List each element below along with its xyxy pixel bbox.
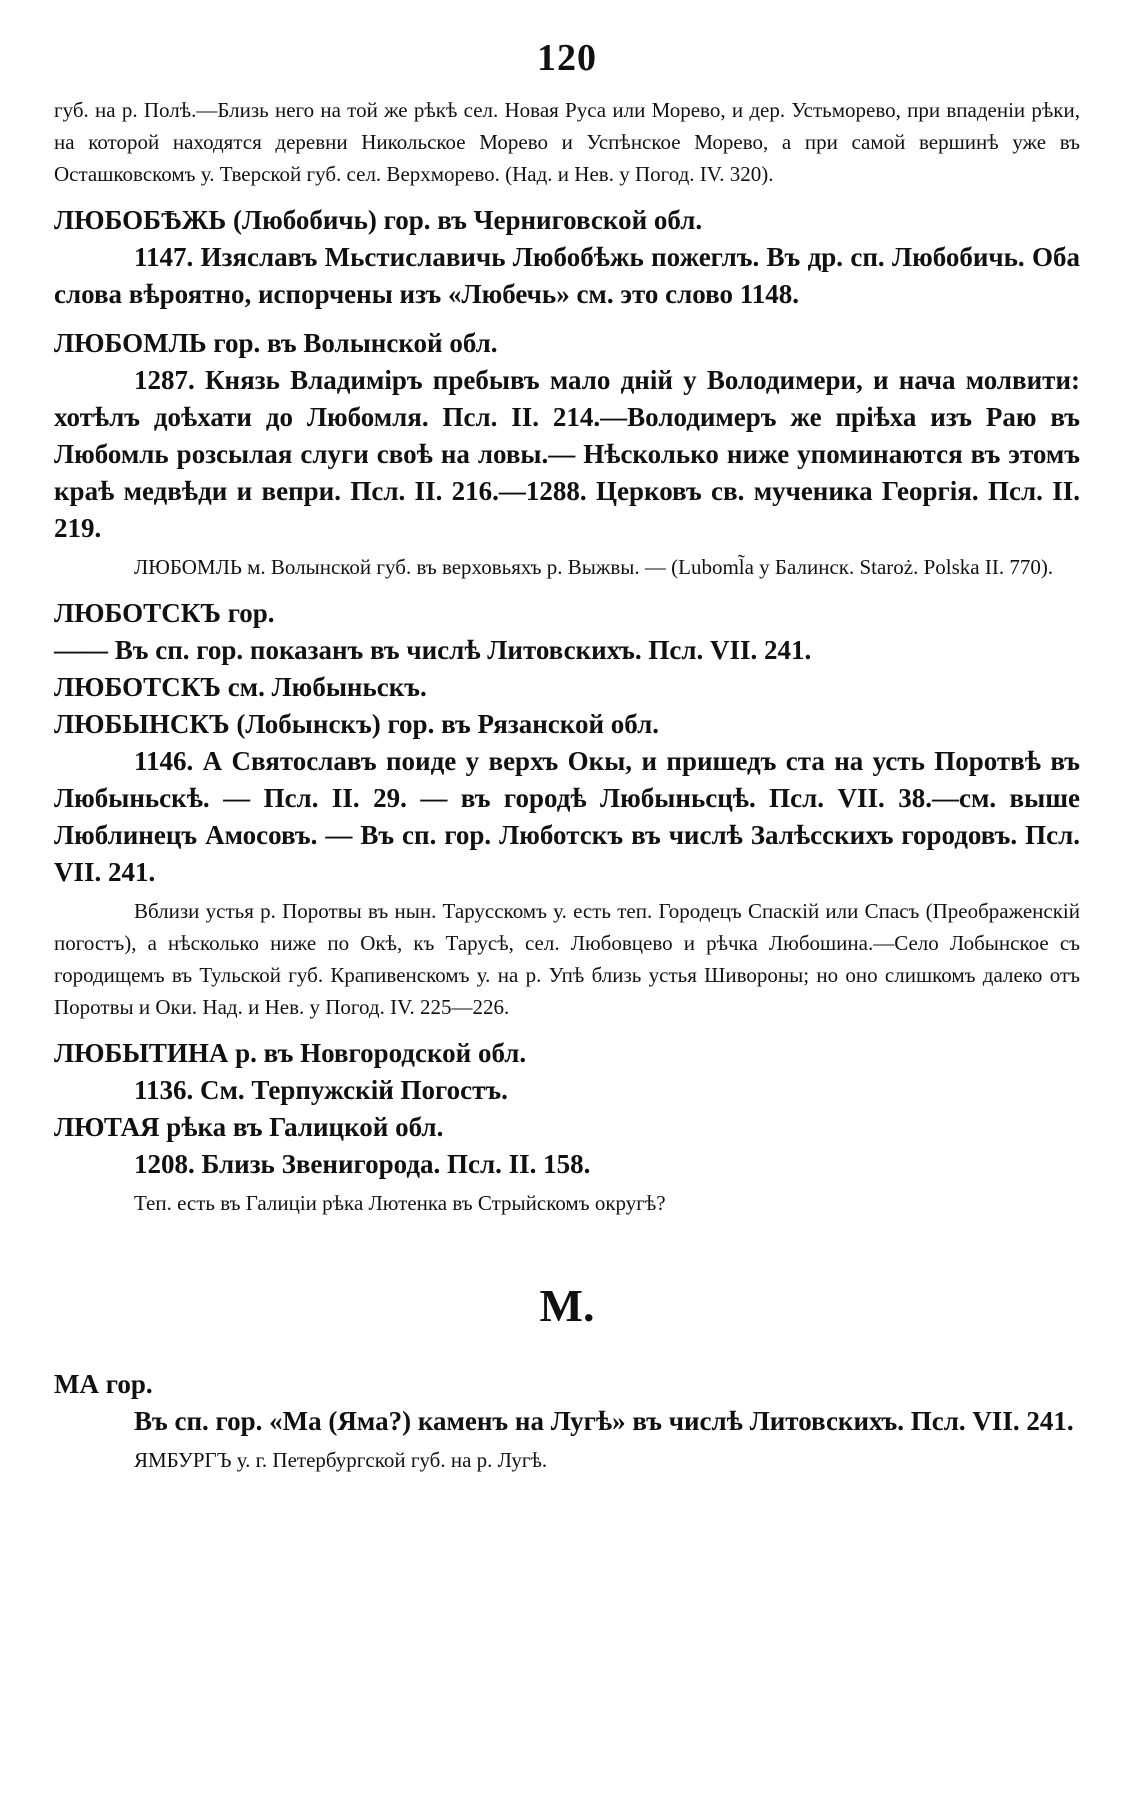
entry-heading <box>54 202 1080 239</box>
entry <box>54 325 1080 583</box>
headword: ЛЮБОТСКЪ <box>54 598 221 628</box>
document-page <box>54 36 1080 1476</box>
intro-paragraph: губ. на р. Полѣ.—Близь него на той же рѣкѣ сел. Новая Руса или Морево, и дер. Устьморево, при впаденіи рѣки, на которой находятся деревни Никольское Морево и Успѣнское Морево, а при самой вершинѣ уже въ Осташковскомъ у. Тверской губ. сел. Верхморево. (Над. и Нев. у Погод. IV. 320). <box>54 98 1080 186</box>
entry-note: ЛЮБОМЛЬ м. Волынской губ. въ верховьяхъ р. Выжвы. — (Luboml̃a у Балинск. Staroż. Polska II. 770). <box>134 555 1054 579</box>
page-number: 120 <box>537 37 597 79</box>
headword-description: рѣка въ Галицкой обл. <box>166 1112 444 1142</box>
headword-description: гор. <box>105 1369 153 1399</box>
headword: ЛЮБОБѢЖЬ <box>54 205 227 235</box>
headword: ЛЮБОМЛЬ <box>54 328 207 358</box>
entry-body: 1146. А Святославъ поиде у верхъ Окы, и пришедъ ста на усть Поротвѣ въ Любыньскѣ. — Псл. II. 29. — въ городѣ Любыньсцѣ. Псл. VII. 38.—см. выше Люблинецъ Амосовъ. — Въ сп. гор. Люботскъ въ числѣ Залѣсскихъ городовъ. Псл. VII. 241. <box>54 746 1080 887</box>
entry <box>54 595 1080 669</box>
headword-description: гор. въ Волынской обл. <box>213 328 498 358</box>
entry <box>54 669 1080 706</box>
entry-heading <box>54 325 1080 362</box>
entry <box>54 1109 1080 1219</box>
headword-description: (Лобынскъ) гор. въ Рязанской обл. <box>236 709 660 739</box>
entry-heading <box>54 1109 1080 1146</box>
entry-body: —— Въ сп. гор. показанъ въ числѣ Литовскихъ. Псл. VII. 241. <box>54 635 812 665</box>
entry-heading <box>54 706 1080 743</box>
headword-description: (Любобичь) гор. въ Черниговской обл. <box>232 205 703 235</box>
entry-body: 1136. См. Терпужскій Погостъ. <box>134 1075 508 1105</box>
headword: МА <box>54 1369 99 1399</box>
entry-body: 1147. Изяславъ Мьстиславичь Любобѣжь пожеглъ. Въ др. сп. Любобичь. Оба слова вѣроятно, испорчены изъ «Любечь» см. это слово 1148. <box>54 242 1080 309</box>
entry-heading <box>54 669 1080 706</box>
entry <box>54 706 1080 1023</box>
entry-body: 1208. Близь Звенигорода. Псл. II. 158. <box>134 1149 591 1179</box>
headword-description: р. въ Новгородской обл. <box>235 1038 527 1068</box>
headword: ЛЮТАЯ <box>54 1112 160 1142</box>
headword-description: см. Любыньскъ. <box>227 672 427 702</box>
entry-heading <box>54 1035 1080 1072</box>
headword-description: гор. <box>227 598 275 628</box>
headword: ЛЮБЫНСКЪ <box>54 709 230 739</box>
entry-body: Въ сп. гор. «Ма (Яма?) каменъ на Лугѣ» въ числѣ Литовскихъ. Псл. VII. 241. <box>134 1406 1074 1436</box>
entry <box>54 1366 1080 1476</box>
entry-note: ЯМБУРГЪ у. г. Петербургской губ. на р. Лугѣ. <box>134 1448 548 1472</box>
entry-note: Вблизи устья р. Поротвы въ нын. Тарусскомъ у. есть теп. Городецъ Спаскій или Спасъ (Преображенскій погостъ), а нѣсколько ниже по Окѣ, къ Тарусѣ, сел. Любовцево и рѣчка Любошина.—Село Лобынское съ городищемъ въ Тульской губ. Крапивенскомъ у. на р. Упѣ близь устья Шивороны; но оно слишкомъ далеко отъ Поротвы и Оки. Над. и Нев. у Погод. IV. 225—226. <box>54 899 1080 1019</box>
headword: ЛЮБЫТИНА <box>54 1038 229 1068</box>
headword: ЛЮБОТСКЪ <box>54 672 221 702</box>
entry-note: Теп. есть въ Галиціи рѣка Лютенка въ Стрыйскомъ округѣ? <box>134 1191 666 1215</box>
entry <box>54 1035 1080 1109</box>
entry <box>54 202 1080 313</box>
entry-heading <box>54 1366 1080 1403</box>
entry-body: 1287. Князь Владиміръ пребывъ мало дній у Володимери, и нача молвити: хотѣлъ доѣхати до Любомля. Псл. II. 214.—Володимеръ же пріѣха изъ Раю въ Любомль розсылая слуги своѣ на ловы.— Нѣсколько ниже упоминаются въ этомъ краѣ медвѣди и вепри. Псл. II. 216.—1288. Церковъ св. мученика Георгія. Псл. II. 219. <box>54 365 1080 543</box>
entry-heading <box>54 595 1080 632</box>
section-letter-heading: М. <box>539 1280 595 1331</box>
